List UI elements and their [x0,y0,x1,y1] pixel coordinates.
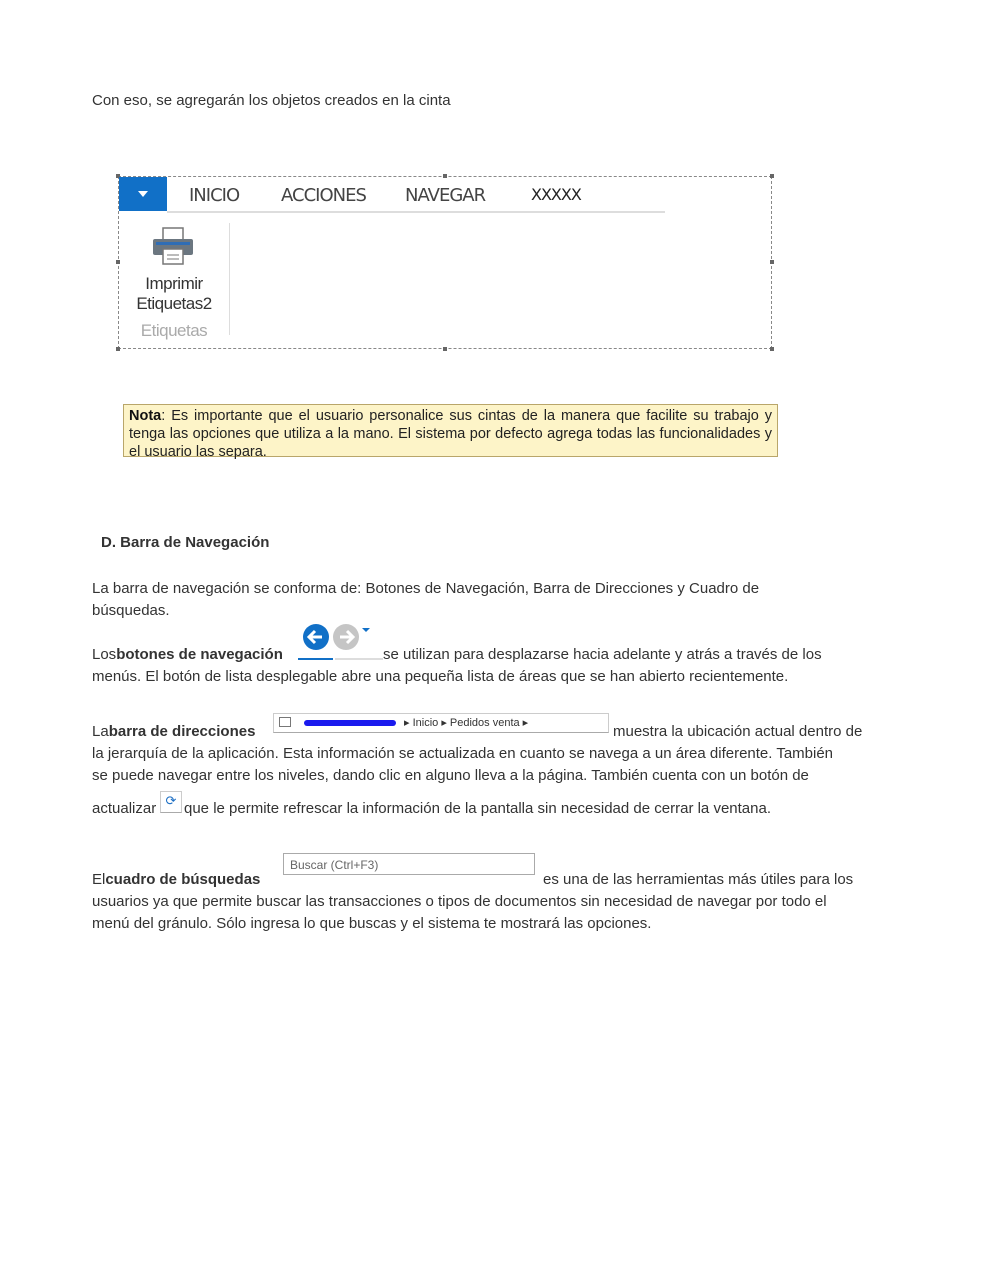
paragraph-line [92,871,260,889]
section-heading: D. Barra de Navegación [101,534,270,551]
intro-text: Con eso, se agregarán los objetos creados en la cinta [92,92,451,109]
text: se utilizan para desplazarse hacia adelante y atrás a través de los [383,646,822,663]
resize-handle [116,260,120,264]
tab-acciones[interactable]: ACCIONES [281,185,366,206]
paragraph-line: la jerarquía de la aplicación. Esta información se actualizada en cuanto se navega a un área diferente. También [92,745,834,762]
dropdown-icon[interactable] [362,628,370,632]
note-box [123,404,778,460]
bold-term: cuadro de búsquedas [105,871,261,888]
paragraph-line: menús. El botón de lista desplegable abre una pequeña lista de áreas que se han abierto recientemente. [92,668,789,685]
tab-inicio[interactable]: INICIO [189,185,240,206]
text: actualizar [92,800,157,817]
text: es una de las herramientas más útiles para los [543,871,854,888]
group-separator [229,223,230,335]
grid-icon [279,717,291,727]
text: muestra la ubicación actual dentro de [613,723,863,740]
text: Los [92,646,117,663]
paragraph-line [92,723,255,741]
printer-icon [151,227,197,267]
button-label: Imprimir [145,274,203,293]
ribbon-menu-button[interactable] [119,177,167,211]
tab-navegar[interactable]: NAVEGAR [405,185,486,206]
paragraph-line [92,646,283,664]
breadcrumb-item[interactable]: Pedidos venta [449,717,520,729]
bold-term: botones de navegación [116,646,283,663]
text: La [92,723,109,740]
back-button-icon[interactable] [303,624,329,650]
text: que le permite refrescar la información de la pantalla sin necesidad de cerrar la ventana. [184,800,771,817]
nav-buttons-image [297,622,383,662]
bold-term: barra de direcciones [108,723,256,740]
resize-handle [443,347,447,351]
paragraph-line: La barra de navegación se conforma de: Botones de Navegación, Barra de Direcciones y Cuadro de [92,580,760,597]
resize-handle [770,347,774,351]
tab-underline [167,211,665,213]
paragraph-line: se puede navegar entre los niveles, dando clic en alguno lleva a la página. También cuenta con un botón de [92,767,809,784]
note-text: : Es importante que el usuario personalice sus cintas de la manera que facilite su trabajo y tenga las opciones que utiliza a la mano. El sistema por defecto agrega todas las funcionalidades y el usuario las separa. [129,408,772,460]
paragraph-line: búsquedas. [92,602,170,619]
paragraph-line: menú del gránulo. Sólo ingresa lo que buscas y el sistema te mostrará las opciones. [92,915,652,932]
resize-handle [770,174,774,178]
paragraph-line: usuarios ya que permite buscar las transacciones o tipos de documentos sin necesidad de navegar por todo el [92,893,827,910]
ribbon-screenshot [118,176,772,349]
group-label: Etiquetas [140,321,208,340]
note-label: Nota [129,408,162,424]
resize-handle [443,174,447,178]
resize-handle [116,347,120,351]
breadcrumb: ▸ Inicio ▸ Pedidos venta ▸ [404,717,529,729]
breadcrumb-item[interactable]: Inicio [412,717,439,729]
resize-handle [770,260,774,264]
refresh-icon[interactable]: ⟳ [160,791,182,813]
redacted-text [304,720,396,726]
forward-button-icon[interactable] [333,624,359,650]
tab-xxxxx[interactable]: XXXXX [531,185,581,204]
button-label: Etiquetas2 [136,294,212,313]
text: El [92,871,106,888]
address-bar-image [273,713,609,733]
search-input[interactable]: Buscar (Ctrl+F3) [283,853,535,875]
